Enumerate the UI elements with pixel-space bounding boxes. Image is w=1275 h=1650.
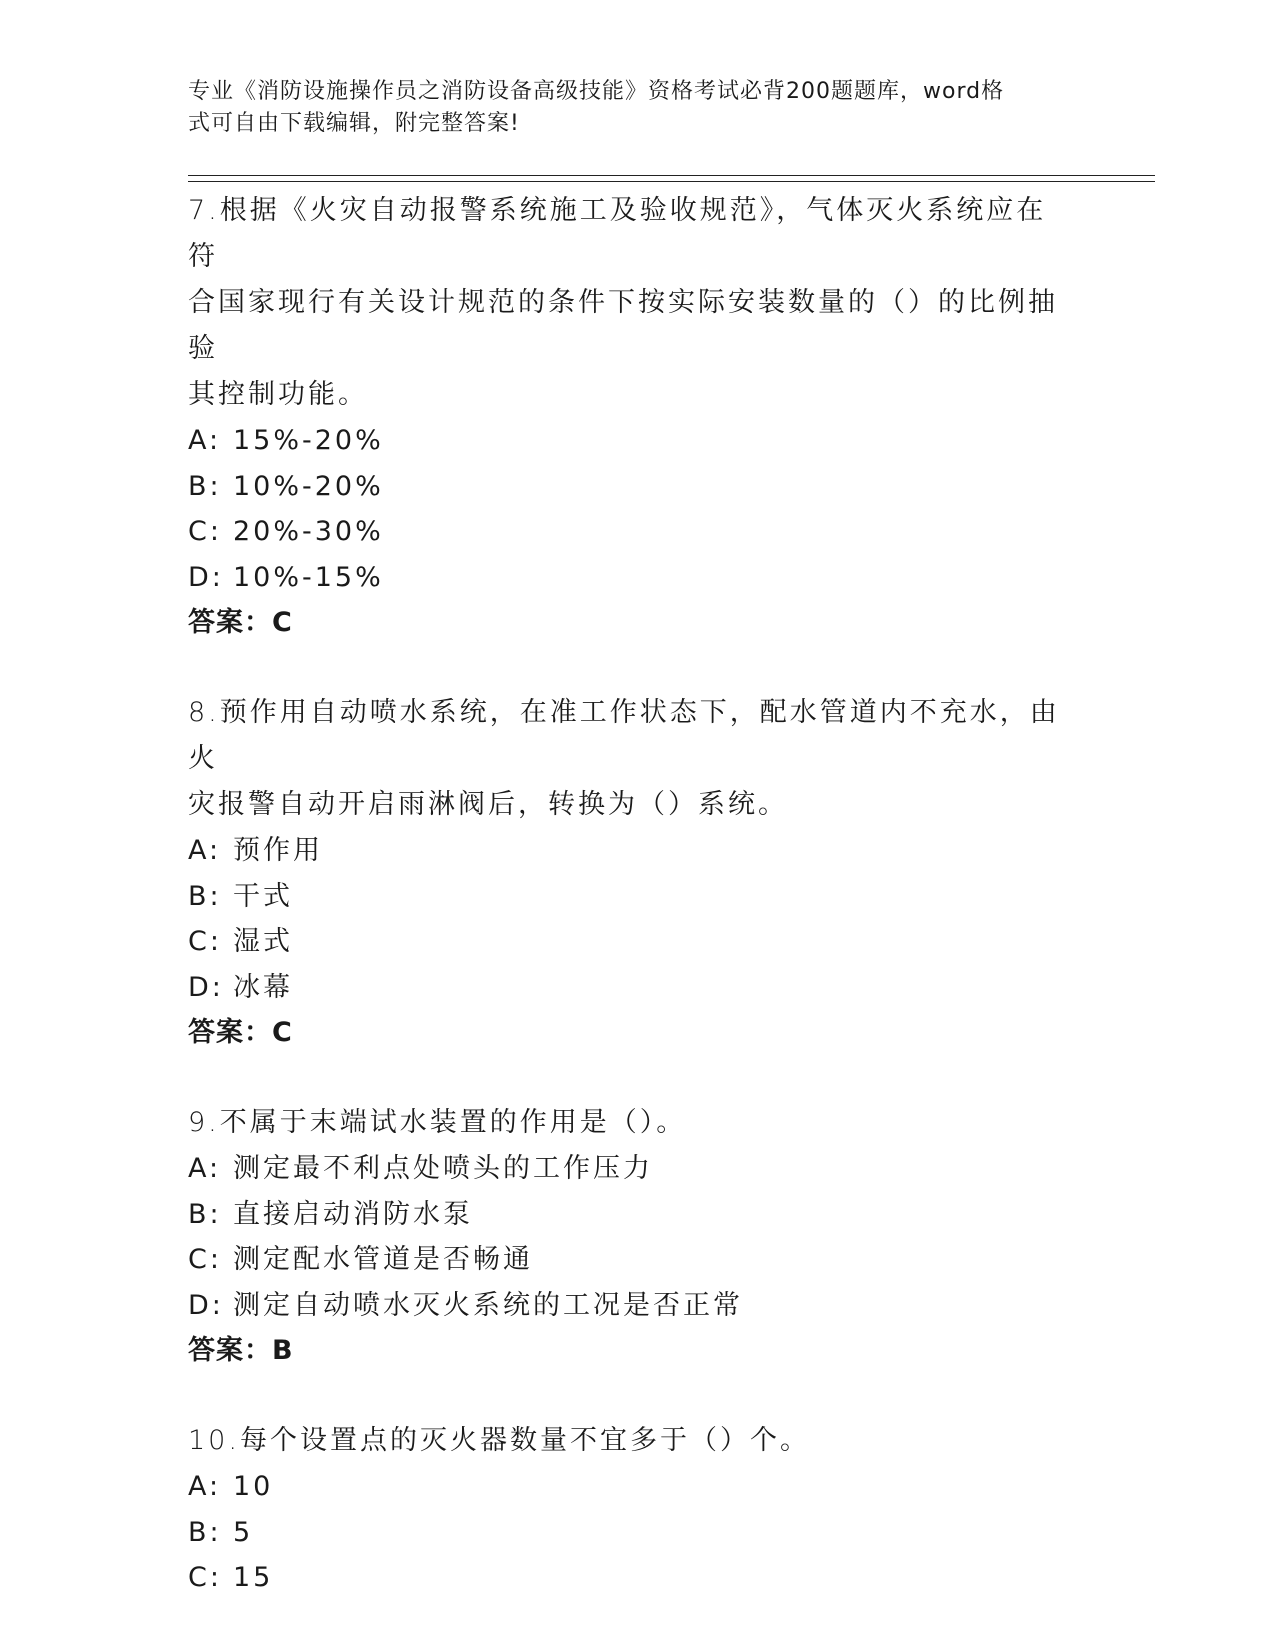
option-key: C: bbox=[188, 1562, 222, 1593]
option-key: D: bbox=[188, 971, 224, 1003]
option-c bbox=[188, 1555, 1068, 1601]
question-list bbox=[188, 188, 1068, 1601]
document-header bbox=[188, 76, 1088, 140]
option-d bbox=[188, 555, 1068, 601]
option-text: 10 bbox=[233, 1471, 274, 1502]
question-7 bbox=[188, 188, 1068, 646]
option-text: 10%-20% bbox=[233, 470, 384, 502]
option-key: B: bbox=[188, 1516, 222, 1548]
question-text-line: 其控制功能。 bbox=[188, 379, 368, 410]
header-divider-bottom bbox=[188, 181, 1155, 182]
option-text: 测定配水管道是否畅通 bbox=[233, 1244, 533, 1275]
option-b bbox=[188, 874, 1068, 920]
option-key: B: bbox=[188, 880, 222, 912]
question-text-line: 9.不属于末端试水装置的作用是（）。 bbox=[188, 1107, 687, 1138]
option-b bbox=[188, 1510, 1068, 1556]
option-a bbox=[188, 1146, 1068, 1192]
question-9 bbox=[188, 1100, 1068, 1374]
option-text: 测定最不利点处喷头的工作压力 bbox=[233, 1153, 653, 1184]
question-8 bbox=[188, 690, 1068, 1056]
question-spacer bbox=[188, 646, 1068, 690]
option-d bbox=[188, 965, 1068, 1011]
question-10 bbox=[188, 1418, 1068, 1601]
option-text: 15 bbox=[233, 1562, 274, 1593]
answer-label: 答案：C bbox=[188, 1017, 293, 1048]
question-text-line: 灾报警自动开启雨淋阀后，转换为（）系统。 bbox=[188, 789, 788, 820]
option-text: 测定自动喷水灭火系统的工况是否正常 bbox=[233, 1289, 743, 1321]
option-a bbox=[188, 1464, 1068, 1510]
option-text: 15%-20% bbox=[233, 425, 384, 456]
header-line-2: 式可自由下载编辑，附完整答案! bbox=[188, 111, 520, 136]
answer-label: 答案：B bbox=[188, 1335, 294, 1366]
option-key: B: bbox=[188, 1198, 222, 1230]
option-key: C: bbox=[188, 516, 222, 547]
option-text: 干式 bbox=[233, 880, 293, 912]
option-a bbox=[188, 828, 1068, 874]
option-text: 湿式 bbox=[233, 926, 293, 957]
question-spacer bbox=[188, 1374, 1068, 1418]
header-line-1: 专业《消防设施操作员之消防设备高级技能》资格考试必背200题题库，word格 bbox=[188, 79, 1005, 104]
option-d bbox=[188, 1283, 1068, 1329]
answer-label: 答案：C bbox=[188, 607, 293, 638]
option-b bbox=[188, 464, 1068, 510]
option-text: 10%-15% bbox=[233, 561, 384, 593]
option-text: 20%-30% bbox=[233, 516, 384, 547]
question-text-line: 10.每个设置点的灭火器数量不宜多于（）个。 bbox=[188, 1425, 810, 1456]
question-text-line: 7.根据《火灾自动报警系统施工及验收规范》，气体灭火系统应在符 bbox=[188, 195, 1047, 272]
option-a bbox=[188, 418, 1068, 464]
option-key: C: bbox=[188, 1244, 222, 1275]
option-text: 预作用 bbox=[233, 835, 323, 866]
option-key: A: bbox=[188, 835, 222, 866]
question-text-line: 合国家现行有关设计规范的条件下按实际安装数量的（）的比例抽验 bbox=[188, 287, 1058, 364]
question-text-line: 8.预作用自动喷水系统，在准工作状态下，配水管道内不充水，由火 bbox=[188, 697, 1060, 774]
option-text: 直接启动消防水泵 bbox=[233, 1198, 473, 1230]
header-divider-top bbox=[188, 175, 1155, 176]
option-key: A: bbox=[188, 1153, 222, 1184]
option-text: 冰幕 bbox=[233, 971, 293, 1003]
option-text: 5 bbox=[233, 1516, 254, 1548]
option-b bbox=[188, 1192, 1068, 1238]
option-key: D: bbox=[188, 1289, 224, 1321]
option-c bbox=[188, 509, 1068, 555]
question-spacer bbox=[188, 1056, 1068, 1100]
option-key: A: bbox=[188, 1471, 222, 1502]
option-key: A: bbox=[188, 425, 222, 456]
option-key: B: bbox=[188, 470, 222, 502]
option-key: D: bbox=[188, 561, 224, 593]
option-key: C: bbox=[188, 926, 222, 957]
option-c bbox=[188, 919, 1068, 965]
option-c bbox=[188, 1237, 1068, 1283]
